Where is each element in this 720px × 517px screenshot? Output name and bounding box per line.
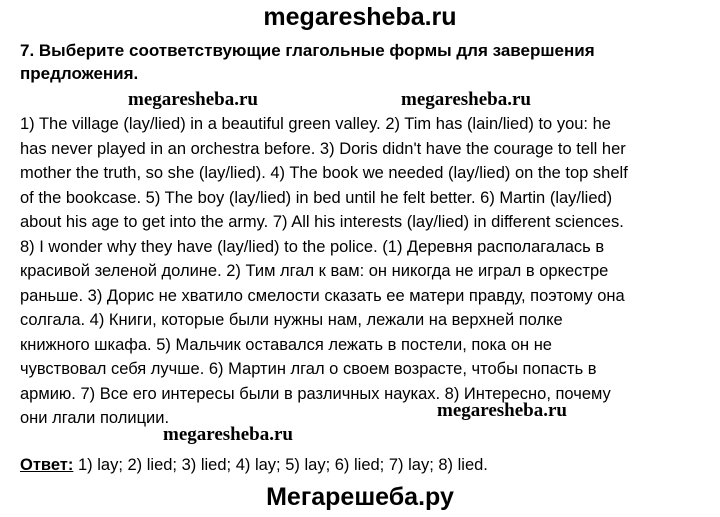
site-footer: Мегарешеба.ру — [266, 483, 454, 511]
answer — [20, 454, 700, 476]
watermark: megaresheba.ru — [401, 89, 531, 110]
text-line: армию. 7) Все его интересы были в различных науках. 8) Интересно, почему — [20, 384, 611, 403]
text-line: mother the truth, so she (lay/lied). 4) The book we needed (lay/lied) on the top shelf — [20, 164, 628, 182]
site-header: megaresheba.ru — [263, 3, 457, 31]
text-line: about his age to get into the army. 7) All his interests (lay/lied) in different sciences. — [20, 213, 624, 231]
watermark: megaresheba.ru — [163, 424, 293, 445]
watermark: megaresheba.ru — [437, 400, 567, 421]
text-line: чувствовал себя лучше. 6) Мартин лгал о своем возрасте, чтобы попасть в — [20, 360, 597, 378]
text-line: раньше. 3) Дорис не хватило смелости сказать ее матери правду, поэтому она — [20, 286, 625, 305]
text-line: солгала. 4) Книги, которые были нужны нам, лежали на верхней полке — [20, 311, 563, 329]
exercise-text — [20, 112, 700, 431]
watermark: megaresheba.ru — [128, 89, 258, 110]
text-line: красивой зеленой долине. 2) Тим лгал к вам: он никогда не играл в оркестре — [20, 262, 609, 280]
text-line: 8) I wonder why they have (lay/lied) to the police. (1) Деревня располагалась в — [20, 237, 605, 256]
text-line: они лгали полиции. — [20, 409, 170, 427]
text-line: of the bookcase. 5) The boy (lay/lied) in bed until he felt better. 6) Martin (lay/lied) — [20, 188, 613, 207]
text-line: 1) The village (lay/lied) in a beautiful green valley. 2) Tim has (lain/lied) to you: he — [20, 115, 611, 133]
task-title-line: предложения. — [20, 64, 139, 83]
answer-text: 1) lay; 2) lied; 3) lied; 4) lay; 5) lay; 6) lied; 7) lay; 8) lied. — [73, 456, 488, 474]
task-title — [20, 39, 710, 85]
text-line: книжного шкафа. 5) Мальчик оставался лежать в постели, пока он не — [20, 335, 552, 354]
answer-label: Ответ: — [20, 456, 74, 474]
text-line: has never played in an orchestra before. 3) Doris didn't have the courage to tell her — [20, 139, 626, 158]
task-title-line: 7. Выберите соответствующие глагольные формы для завершения — [20, 41, 595, 60]
